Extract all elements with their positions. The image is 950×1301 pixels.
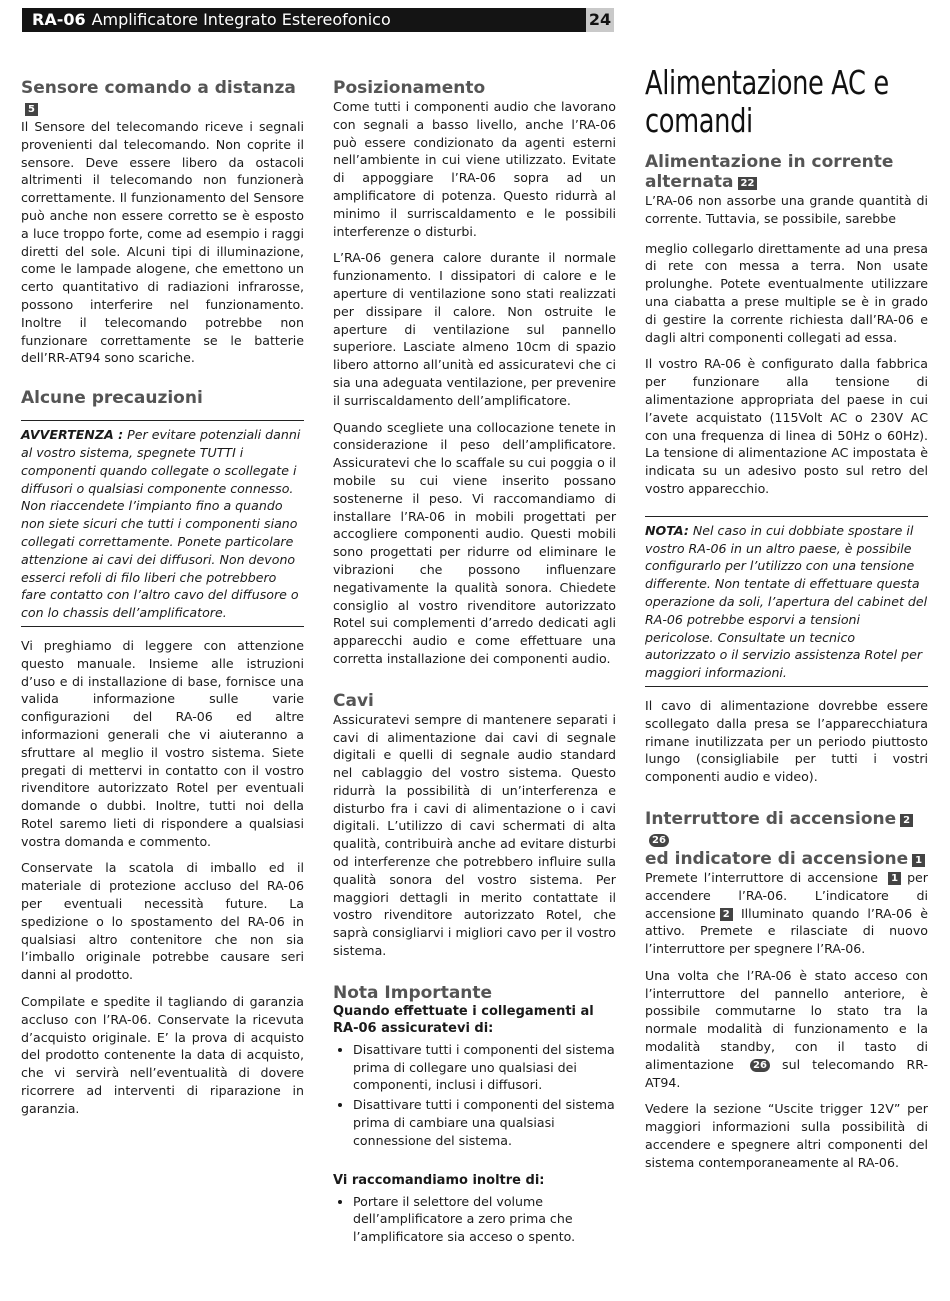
ref-badge: 1 [912, 854, 925, 867]
switch2-text-a: Una volta che l’RA-06 è stato acceso con l’interruttore del pannello anteriore, è possibile commutarne lo stato tra la normale modalità di funzionamento e la modalità standby, con il tasto di alimentazione [645, 967, 928, 1072]
header-model: RA-06 [32, 10, 86, 29]
ref-badge: 26 [750, 1059, 770, 1072]
paragraph-positioning-3: Quando scegliete una collocazione tenete in considerazione il peso dell’amplificatore. Assicuratevi che lo scaffale su cui poggia o il mobile su cui viene inserito possano sostenerne il peso. Vi raccomandiamo di installare l’RA-06 in mobili progettati per accogliere componenti audio. Questi mobili sono progettati per ridurre od eliminare le vibrazioni che possono influenzare negativamente la qualità sonora. Chiedete consiglio al vostro rivenditore autorizzato Rotel sui complementi d’arredo dedicati agli apparecchi audio e come effettuare una corretta installazione dei componenti audio. [333, 419, 616, 666]
paragraph-switch-2 [645, 967, 928, 1092]
paragraph-ac-3: Il cavo di alimentazione dovrebbe essere scollegato dalla presa se l’apparecchiatura rimane inutilizzata per un periodo piuttosto lungo (consigliabile per tutti i vostri componenti audio e video). [645, 697, 928, 785]
subheading-recommendations: Vi raccomandiamo inoltre di: [333, 1172, 545, 1188]
paragraph-ac-2: Il vostro RA-06 è configurato dalla fabbrica per funzionare alla tensione di alimentazione appropriata del paese in cui l’avete acquistato (115Volt AC o 230V AC con una frequenza di linea di 50Hz o 60Hz). La tensione di alimentazione AC impostata è indicata su un adesivo posto sul retro del vostro apparecchio. [645, 356, 928, 496]
heading-power-switch-text: Interruttore di accensione [645, 808, 897, 829]
paragraph-warranty: Compilate e spedite il tagliando di garanzia accluso con l’RA-06. Conservate la ricevuta d’acquisto originale. E’ la prova di acquisto del prodotto contenente la data di acquisto, che vi servirà nell’eventualità di dovere ricorrere ad interventi di riparazione in garanzia. [21, 994, 304, 1116]
section-title: Alimentazione AC e comandi [645, 63, 889, 140]
ref-badge: 1 [888, 872, 901, 885]
paragraph-switch-3: Vedere la sezione “Uscite trigger 12V” per maggiori informazioni sulla possibilità di accendere e spegnere altri componenti del sistema contemporaneamente al RA-06. [645, 1101, 928, 1170]
header-title [32, 10, 391, 30]
heading-cables: Cavi [333, 690, 374, 711]
paragraph-positioning-2: L’RA-06 genera calore durante il normale funzionamento. I dissipatori di calore e le aperture di ventilazione sono stati realizzati per dissipare il calore. Non ostruite le aperture di ventilazione sul pannello superiore. Lasciate almeno 10cm di spazio libero attorno all’unità ed assicuratevi che ci sia una adeguata ventilazione, per prevenire il surriscaldamento dell’amplificatore. [333, 250, 616, 408]
paragraph-ac-1b: meglio collegarlo direttamente ad una presa di rete con messa a terra. Non usate prolunghe. Potete eventualmente utilizzare una ciabatta a prese multiple se è in grado di gestire la corrente richiesta dall’RA-06 e dagli altri componenti collegati ad essa. [645, 240, 928, 345]
heading-ac-power-text: Alimentazione in corrente alternata [645, 152, 894, 192]
heading-ac-power [645, 152, 928, 192]
switch-text-b: per accendere l’RA-06. L’indicatore di accensione [645, 869, 928, 921]
ref-badge: 2 [720, 908, 733, 921]
column-right [645, 63, 928, 1181]
list-item: • Disattivare tutti i componenti del sistema prima di cambiare una qualsiasi connessione del sistema. [353, 1096, 616, 1149]
paragraph-ac-1a: L’RA-06 non assorbe una grande quantità di corrente. Tuttavia, se possibile, sarebbe [645, 193, 928, 226]
note-text: Nel caso in cui dobbiate spostare il vostro RA-06 in un altro paese, è possibile configurarlo per l’utilizzo con una tensione differente. Non tentate di effettuare questa operazione da soli, l’apertura del cabinet del RA-06 potrebbe esporvi a tensioni pericolose. Consultate un tecnico autorizzato o il servizio assistenza Rotel per maggiori informazioni. [645, 522, 928, 681]
list-connections [333, 1041, 616, 1150]
note-box [645, 516, 928, 687]
heading-remote-sensor-text: Sensore comando a distanza [21, 78, 296, 98]
heading-positioning: Posizionamento [333, 78, 486, 98]
heading-power-indicator [645, 849, 928, 869]
switch2-text-b: sul telecomando RR-AT94. [645, 1056, 928, 1090]
ref-badge: 22 [738, 177, 758, 190]
heading-remote-sensor [21, 78, 304, 118]
paragraph-packaging: Conservate la scatola di imballo ed il materiale di protezione accluso del RA-06 per eventuali necessità future. La spedizione o lo spostamento del RA-06 in qualsiasi altro contenitore che non sia l’imballo originale potrebbe causare seri danni al prodotto. [21, 860, 304, 983]
header-product-name: Amplificatore Integrato Estereofonico [91, 10, 391, 29]
page-header [22, 8, 614, 32]
note-label: NOTA: [645, 522, 689, 538]
column-left [21, 78, 304, 1127]
column-middle [333, 78, 616, 1258]
list-item: • Disattivare tutti i componenti del sistema prima di collegare uno qualsiasi dei componenti, inclusi i diffusori. [353, 1041, 616, 1094]
list-recommendations [333, 1193, 616, 1246]
list-item: • Portare il selettore del volume dell’amplificatore a zero prima che l’amplificatore sia acceso o spento. [353, 1193, 616, 1246]
paragraph-read-manual: Vi preghiamo di leggere con attenzione questo manuale. Insieme alle istruzioni d’uso e di installazione di base, fornisce una valida informazione sulle varie configurazioni del RA-06 ed altre informazioni generali che vi aiuteranno a sfruttare al meglio il vostro sistema. Siete pregati di mettervi in contatto con il vostro rivenditore autorizzato Rotel per eventuali domande o dubbi. Inoltre, tutti noi della Rotel saremo lieti di rispondere a qualsiasi vostra domanda e commento. [21, 637, 304, 849]
ref-badge: 2 [900, 814, 913, 827]
paragraph-sensor: Il Sensore del telecomando riceve i segnali provenienti dal telecomando. Non coprite il sensore. Deve essere libero da ostacoli altrimenti il telecomando non funzionerà correttamente. Il funzionamento del Sensore può anche non essere corretto se è esposto a luce troppo forte, come ad esempio i raggi diretti del sole. Alcuni tipi di illuminazione, come le lampade alogene, che emettono un certo quantitativo di radiazioni infrarosse, possono interferire nel funzionamento. Inoltre il telecomando potrebbe non funzionare correttamente se le batterie dell’RR-AT94 sono scariche. [21, 119, 304, 366]
paragraph-cables: Assicuratevi sempre di mantenere separati i cavi di alimentazione dai cavi di segnale digitali e quelli di segnale audio standard nel cablaggio del vostro sistema. Questo ridurrà la possibilità di un’interferenza e disturbo fra i cavi di alimentazione o i cavi digitali. L’utilizzo di cavi schermati di alta qualità, contribuirà anche ad evitare disturbi od interferenze che potrebbero influire sulla qualità sonora del vostro sistema. Per maggiori dettagli in merito contattate il vostro rivenditore autorizzato Rotel, che saprà consigliarvi i migliori cavo per il vostro sistema. [333, 711, 616, 959]
heading-power-switch [645, 809, 928, 849]
paragraph-positioning-1: Come tutti i componenti audio che lavorano con segnali a basso livello, anche l’RA-06 può essere condizionato da agenti esterni nell’ambiente in cui viene utilizzato. Evitate di appoggiare l’RA-06 sopra ad un amplificatore di potenza. Questo ridurrà al minimo il surriscaldamento e le possibili interferenze o disturbi. [333, 99, 616, 239]
switch-text-a: Premete l’interruttore di accensione [645, 869, 879, 885]
warning-label: AVVERTENZA : [21, 427, 124, 443]
page-number: 24 [586, 8, 614, 32]
warning-text: Per evitare potenziali danni al vostro sistema, spegnete TUTTI i componenti quando collegate o scollegate i diffusori o qualsiasi componente connesso. Non riaccendete l’impianto fino a quando non siete sicuri che tutti i componenti siano collegati correttamente. Ponete particolare attenzione ai cavi dei diffusori. Non devono esserci refoli di filo liberi che potrebbero fare contatto con l’altro cavo del diffusore o con lo chassis dell’amplificatore. [21, 427, 301, 621]
warning-box [21, 420, 304, 627]
heading-precautions: Alcune precauzioni [21, 388, 203, 409]
paragraph-switch-1 [645, 869, 928, 958]
subheading-connections: Quando effettuate i collegamenti al RA-06 assicuratevi di: [333, 1003, 594, 1036]
heading-important-note: Nota Importante [333, 982, 493, 1003]
heading-power-indicator-text: ed indicatore di accensione [645, 848, 909, 869]
ref-badge: 26 [649, 834, 669, 847]
ref-badge: 5 [25, 103, 38, 116]
switch-text-c: Illuminato quando l’RA-06 è attivo. Premete e rilasciate di nuovo l’interruttore per spegnere l’RA-06. [645, 905, 928, 957]
